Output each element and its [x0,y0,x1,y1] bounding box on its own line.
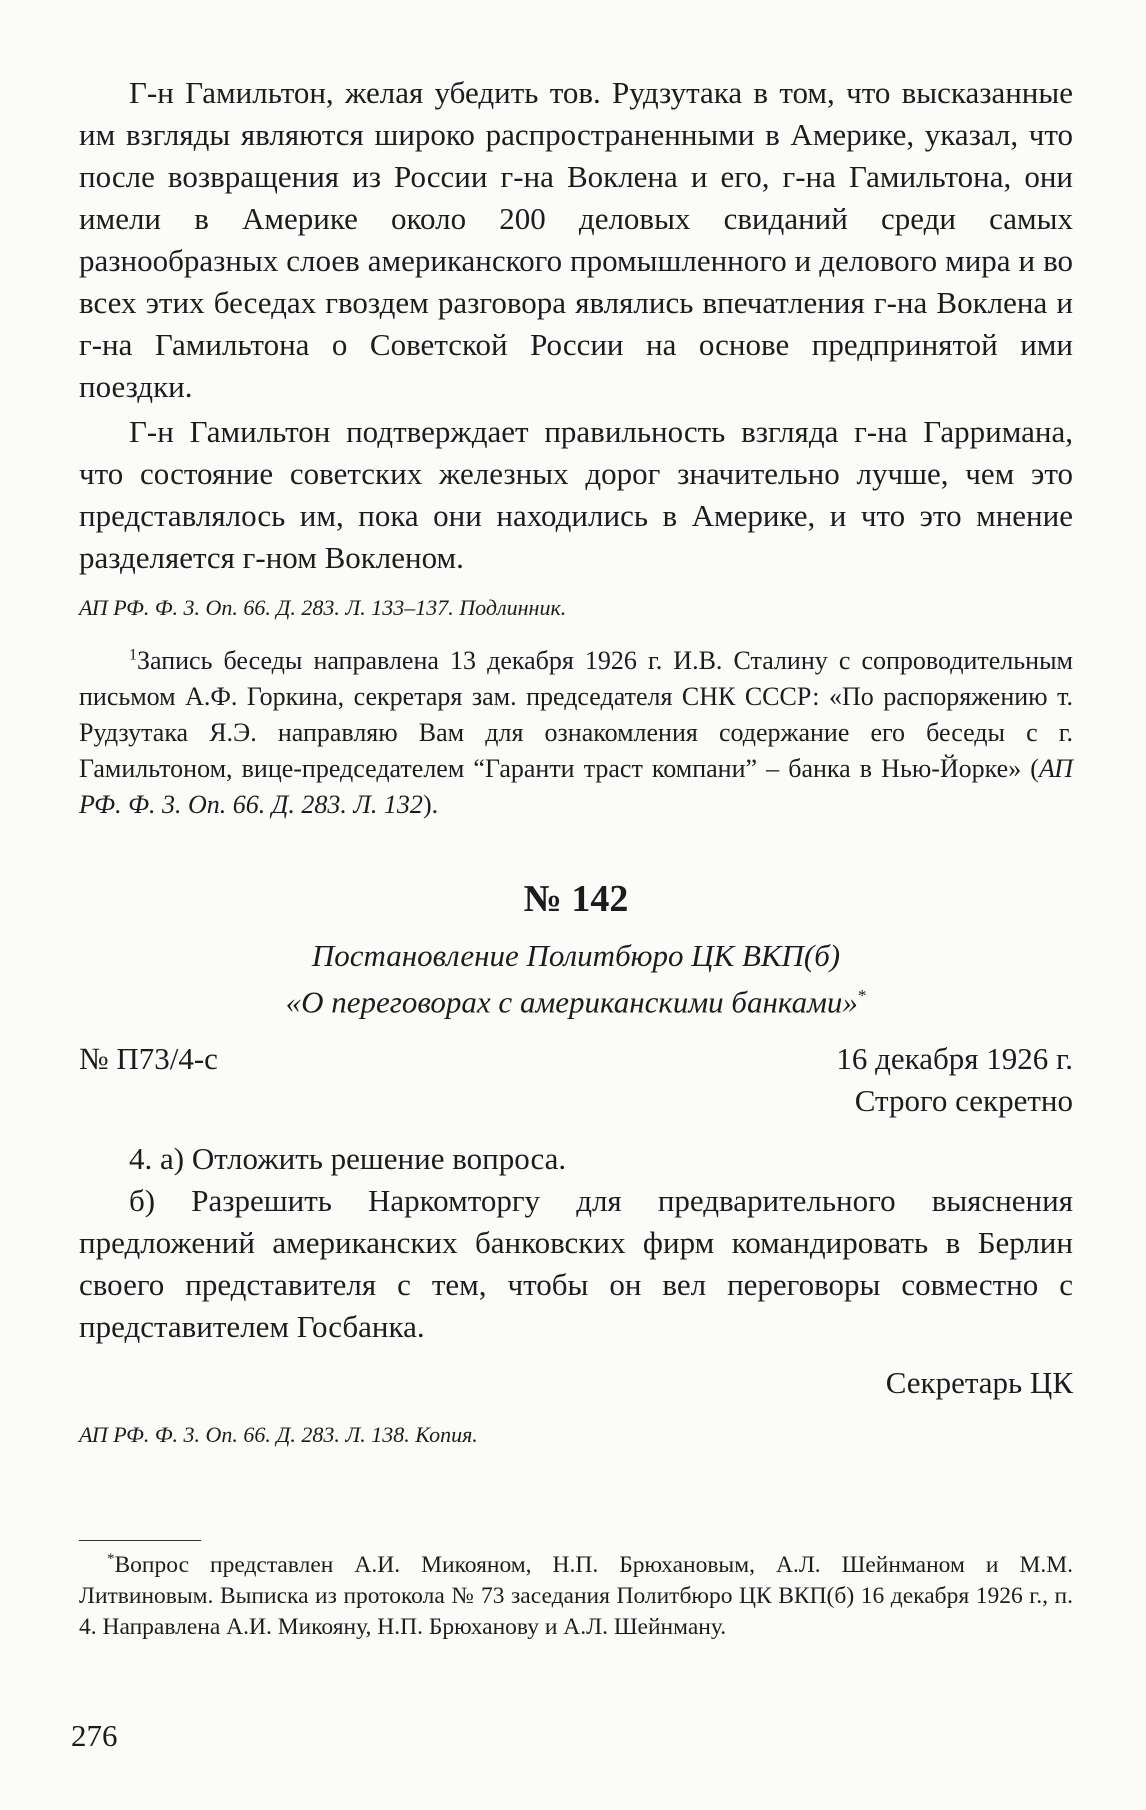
archive-citation: АП РФ. Ф. 3. Оп. 66. Д. 283. Л. 133–137. Подлинник. [79,595,567,620]
archive-citation: АП РФ. Ф. 3. Оп. 66. Д. 283. Л. 138. Копия. [79,1422,478,1448]
title-footnote-marker: * [857,986,867,1005]
body-paragraph: Г-н Гамильтон подтверждает правильность взгляда г-на Гарримана, что состояние советских железных дорог значительно лучше, чем это представлялось им, пока они находились в Америке, и что это мнение разделяется г-ном Вокленом. [79,414,1073,575]
footnote-rule [79,1540,201,1541]
resolution-item: 4. а) Отложить решение вопроса. [129,1141,567,1177]
footnote-open-paren: ( [1021,754,1039,783]
page-number: 276 [71,1718,118,1753]
document-number: № 142 [523,878,629,920]
document-date: 16 декабря 1926 г. [836,1041,1073,1077]
footnote-marker: * [107,1551,115,1568]
document-title-line1: Постановление Политбюро ЦК ВКП(б) [311,938,841,973]
document-title-line2 [79,976,1073,1022]
footnote-source: АП РФ. Ф. 3. Оп. 66. Д. 283. Л. 132 [79,754,1073,819]
body-paragraph: Г-н Гамильтон, желая убедить тов. Рудзутака в том, что высказанные им взгляды являются широко распространенными в Америке, указал, что после возвращения из России г-на Воклена и его, г-на Гамильтона, они имели в Америке около 200 деловых свиданий среди самых разнообразных слоев американского промышленного и делового мира и во всех этих беседах гвоздем разговора являлись впечатления г-на Воклена и г-на Гамильтона о Советской России на основе предпринятой ими поездки. [79,75,1073,404]
footnote-text: Вопрос представлен А.И. Микояном, Н.П. Брюхановым, А.Л. Шейнманом и М.М. Литвиновым. Выписка из протокола № 73 заседания Политбюро ЦК ВКП(б) 16 декабря 1926 г., п. 4. Направлена А.И. Микояну, Н.П. Брюханову и А.Л. Шейнману. [79,1552,1073,1640]
document-title-text: «О переговорах с американскими банками» [285,984,858,1020]
letter-continuation [79,72,1073,823]
document-footnote [79,1550,1073,1643]
document-meta [79,1038,1073,1080]
document-142 [79,876,1073,1450]
footnote-text: Запись беседы направлена 13 декабря 1926 г. И.В. Сталину с сопроводительным письмом А.Ф. Горкина, секретаря зам. председателя СНК СССР: «По распоряжению т. Рудзутака Я.Э. направляю Вам для ознакомления содержание его беседы с г. Гамильтоном, вице-председателем “Гаранти траст компани” – банка в Нью-Йорке» [79,646,1073,783]
footnote-close-paren: ). [422,790,439,819]
resolution-item: б) Разрешить Наркомторгу для предварительного выяснения предложений американских банковских фирм командировать в Берлин своего представителя с тем, чтобы он вел переговоры совместно с представителем Госбанка. [79,1183,1073,1345]
footnote [79,643,1073,823]
signature: Секретарь ЦК [885,1365,1073,1401]
footnote-marker: 1 [129,646,137,664]
classification: Строго секретно [854,1083,1073,1119]
footnote [79,1550,1073,1643]
protocol-number: № П73/4-с [79,1041,218,1077]
